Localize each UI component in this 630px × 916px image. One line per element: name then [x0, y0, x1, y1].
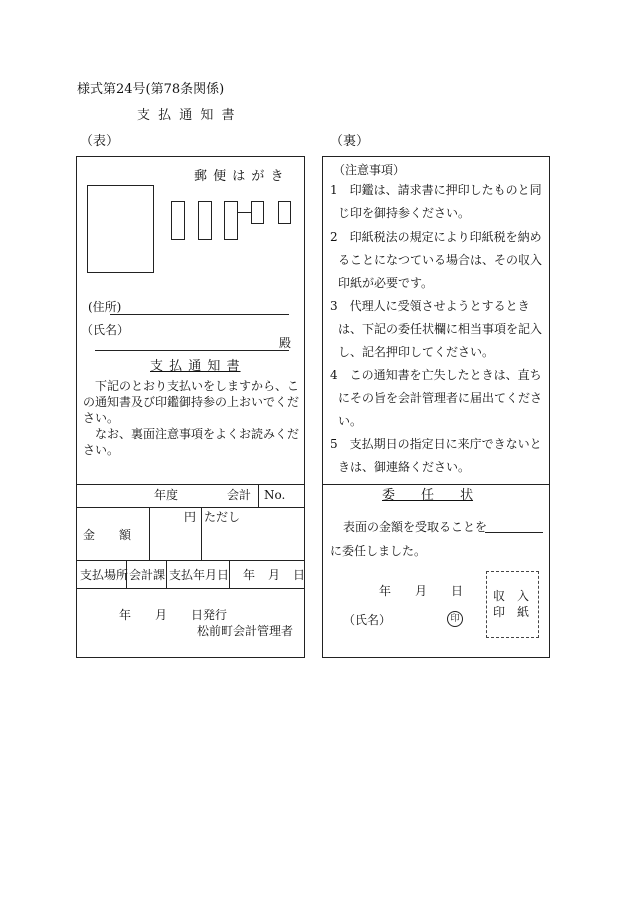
proxy-name-label: （氏名）: [343, 613, 392, 627]
payment-place-label: 支払場所: [80, 568, 129, 582]
postal-code-box: [171, 201, 185, 240]
body-line: さい。: [83, 443, 120, 457]
back-side-label: （裏）: [330, 134, 370, 149]
number-label: No.: [264, 488, 286, 502]
proxy-date: 年 月 日: [379, 584, 464, 598]
postal-code-box: [251, 201, 264, 224]
body-line: の通知書及び印鑑御持参の上おいでくだ: [83, 395, 300, 409]
issuer: 松前町会計管理者: [197, 624, 294, 638]
accounting-dept-label: 会計課: [129, 568, 166, 582]
table-rule: [76, 560, 305, 561]
table-divider: [149, 507, 150, 560]
note-line: し、記名押印してください。: [338, 345, 495, 359]
note-line: ることになつている場合は、その収入: [338, 253, 543, 267]
table-divider: [258, 484, 259, 507]
amount-label: 金 額: [83, 528, 132, 542]
name-label: （氏名）: [81, 323, 130, 337]
proviso-label: ただし: [204, 510, 241, 524]
table-top-rule: [76, 484, 305, 485]
yen-label: 円: [184, 510, 197, 524]
note-line: 1 印鑑は、請求書に押印したものと同: [330, 183, 542, 197]
note-line: にその旨を会計管理者に届出てくださ: [338, 391, 543, 405]
front-side-label: （表）: [80, 134, 120, 149]
postage-stamp-box: [87, 185, 154, 273]
stamp-label-1: 収 入: [493, 589, 530, 603]
body-line: さい。: [83, 411, 120, 425]
postal-code-box: [198, 201, 212, 240]
table-divider: [229, 560, 230, 588]
table-rule: [76, 507, 305, 508]
honorific: 殿: [279, 336, 292, 350]
table-divider: [201, 507, 202, 560]
note-line: は、下記の委任状欄に相当事項を記入: [338, 322, 543, 336]
note-line: い。: [338, 414, 363, 428]
note-line: 2 印紙税法の規定により印紙税を納め: [330, 230, 542, 244]
notes-title: （注意事項）: [333, 163, 406, 177]
proxy-line1: 表面の金額を受取ることを: [343, 520, 488, 534]
proxy-title: 委 任 状: [382, 488, 474, 503]
body-line: 下記のとおり支払いをしますから、こ: [83, 379, 300, 393]
payment-date-label: 支払年月日: [169, 568, 230, 582]
seal-mark: [447, 611, 463, 627]
address-line: [110, 314, 289, 315]
body-line: なお、裏面注意事項をよくお読みくだ: [83, 427, 300, 441]
note-line: 3 代理人に受領させようとするとき: [330, 299, 530, 313]
proxy-blank-line: [485, 532, 543, 533]
note-line: 5 支払期日の指定日に来庁できないと: [330, 437, 542, 451]
note-line: きは、御連絡ください。: [338, 460, 471, 474]
notice-body: [83, 378, 303, 458]
proxy-divider: [322, 484, 550, 485]
year-label: 年: [243, 568, 256, 582]
form-title: 支 払 通 知 書: [137, 108, 237, 123]
postal-code-box: [278, 201, 291, 224]
day-label: 日: [293, 568, 306, 582]
name-line: [95, 350, 289, 351]
note-line: じ印を御持参ください。: [338, 206, 471, 220]
proxy-line2: に委任しました。: [330, 544, 427, 558]
address-label: (住所): [88, 300, 122, 314]
account-label: 会計: [227, 488, 252, 502]
table-divider: [126, 560, 127, 588]
issue-date: 年 月 日発行: [119, 608, 228, 622]
seal-label: 印: [450, 614, 460, 624]
stamp-label-2: 印 紙: [493, 605, 530, 619]
fiscal-year-label: 年度: [154, 488, 179, 502]
note-line: 印紙が必要です。: [338, 276, 434, 290]
notice-title: 支 払 通 知 書: [150, 359, 241, 374]
table-divider: [166, 560, 167, 588]
form-number: 様式第24号(第78条関係): [77, 82, 225, 97]
month-label: 月: [268, 568, 281, 582]
postal-code-hyphen: [238, 212, 251, 213]
table-rule: [76, 588, 305, 589]
note-line: 4 この通知書を亡失したときは、直ち: [330, 368, 542, 382]
postcard-label: 郵 便 は が き: [194, 169, 285, 184]
postal-code-box: [224, 201, 238, 240]
